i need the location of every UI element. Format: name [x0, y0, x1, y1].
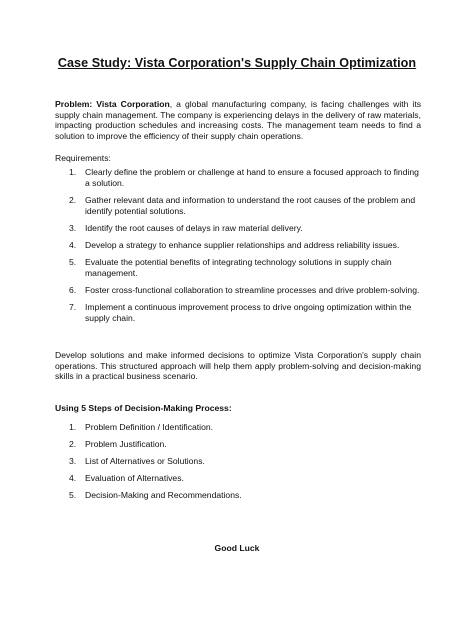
requirement-number: 7. [69, 302, 77, 312]
requirement-text: Clearly define the problem or challenge at hand to ensure a focused approach to finding a solution. [85, 167, 419, 188]
requirement-number: 3. [69, 223, 77, 233]
requirement-text: Gather relevant data and information to understand the root causes of the problem and identify potential solutions. [85, 195, 416, 216]
requirement-item [55, 285, 421, 296]
step-item [55, 439, 421, 456]
steps-heading: Using 5 Steps of Decision-Making Process: [55, 403, 232, 413]
problem-label: Problem: Vista Corporation [55, 99, 170, 109]
step-text: Problem Definition / Identification. [85, 422, 214, 432]
step-number: 5. [69, 490, 77, 500]
step-text: List of Alternatives or Solutions. [85, 456, 205, 466]
requirement-number: 4. [69, 240, 77, 250]
step-number: 2. [69, 439, 77, 449]
requirement-text: Develop a strategy to enhance supplier relationships and address reliability issues. [85, 240, 400, 250]
step-text: Problem Justification. [85, 439, 167, 449]
requirement-item [55, 257, 421, 279]
requirement-text: Identify the root causes of delays in raw material delivery. [85, 223, 303, 233]
requirement-number: 2. [69, 195, 77, 205]
requirement-text: Evaluate the potential benefits of integrating technology solutions in supply chain management. [85, 257, 392, 278]
requirement-item [55, 167, 421, 189]
requirements-label: Requirements: [55, 153, 111, 163]
closing-text: Good Luck [214, 543, 260, 553]
problem-paragraph [55, 99, 421, 141]
requirement-text: Foster cross-functional collaboration to streamline processes and drive problem-solving. [85, 285, 420, 295]
requirements-list [55, 167, 421, 324]
requirement-text: Implement a continuous improvement process to drive ongoing optimization within the supply chain. [85, 302, 412, 323]
requirement-item [55, 223, 421, 234]
develop-paragraph: Develop solutions and make informed decisions to optimize Vista Corporation's supply chain operations. This structured approach will help them apply problem-solving and decision-making skills in a practical business scenario. [55, 350, 421, 382]
step-text: Decision-Making and Recommendations. [85, 490, 242, 500]
requirement-item [55, 240, 421, 251]
step-item [55, 473, 421, 490]
document-title: Case Study: Vista Corporation's Supply Chain Optimization [57, 56, 417, 70]
requirement-number: 6. [69, 285, 77, 295]
requirement-number: 1. [69, 167, 77, 177]
step-number: 1. [69, 422, 77, 432]
step-text: Evaluation of Alternatives. [85, 473, 184, 483]
step-item [55, 422, 421, 439]
requirement-item [55, 302, 421, 324]
requirement-number: 5. [69, 257, 77, 267]
step-item [55, 456, 421, 473]
requirement-item [55, 195, 421, 217]
step-number: 4. [69, 473, 77, 483]
steps-list [55, 422, 421, 507]
problem-text: , a global manufacturing company, is facing challenges with its supply chain management. The company is experiencing delays in the delivery of raw materials, impacting production schedules and increasing costs. The management team needs to find a solution to improve the efficiency of their supply chain operations. [55, 99, 422, 141]
step-item [55, 490, 421, 507]
step-number: 3. [69, 456, 77, 466]
